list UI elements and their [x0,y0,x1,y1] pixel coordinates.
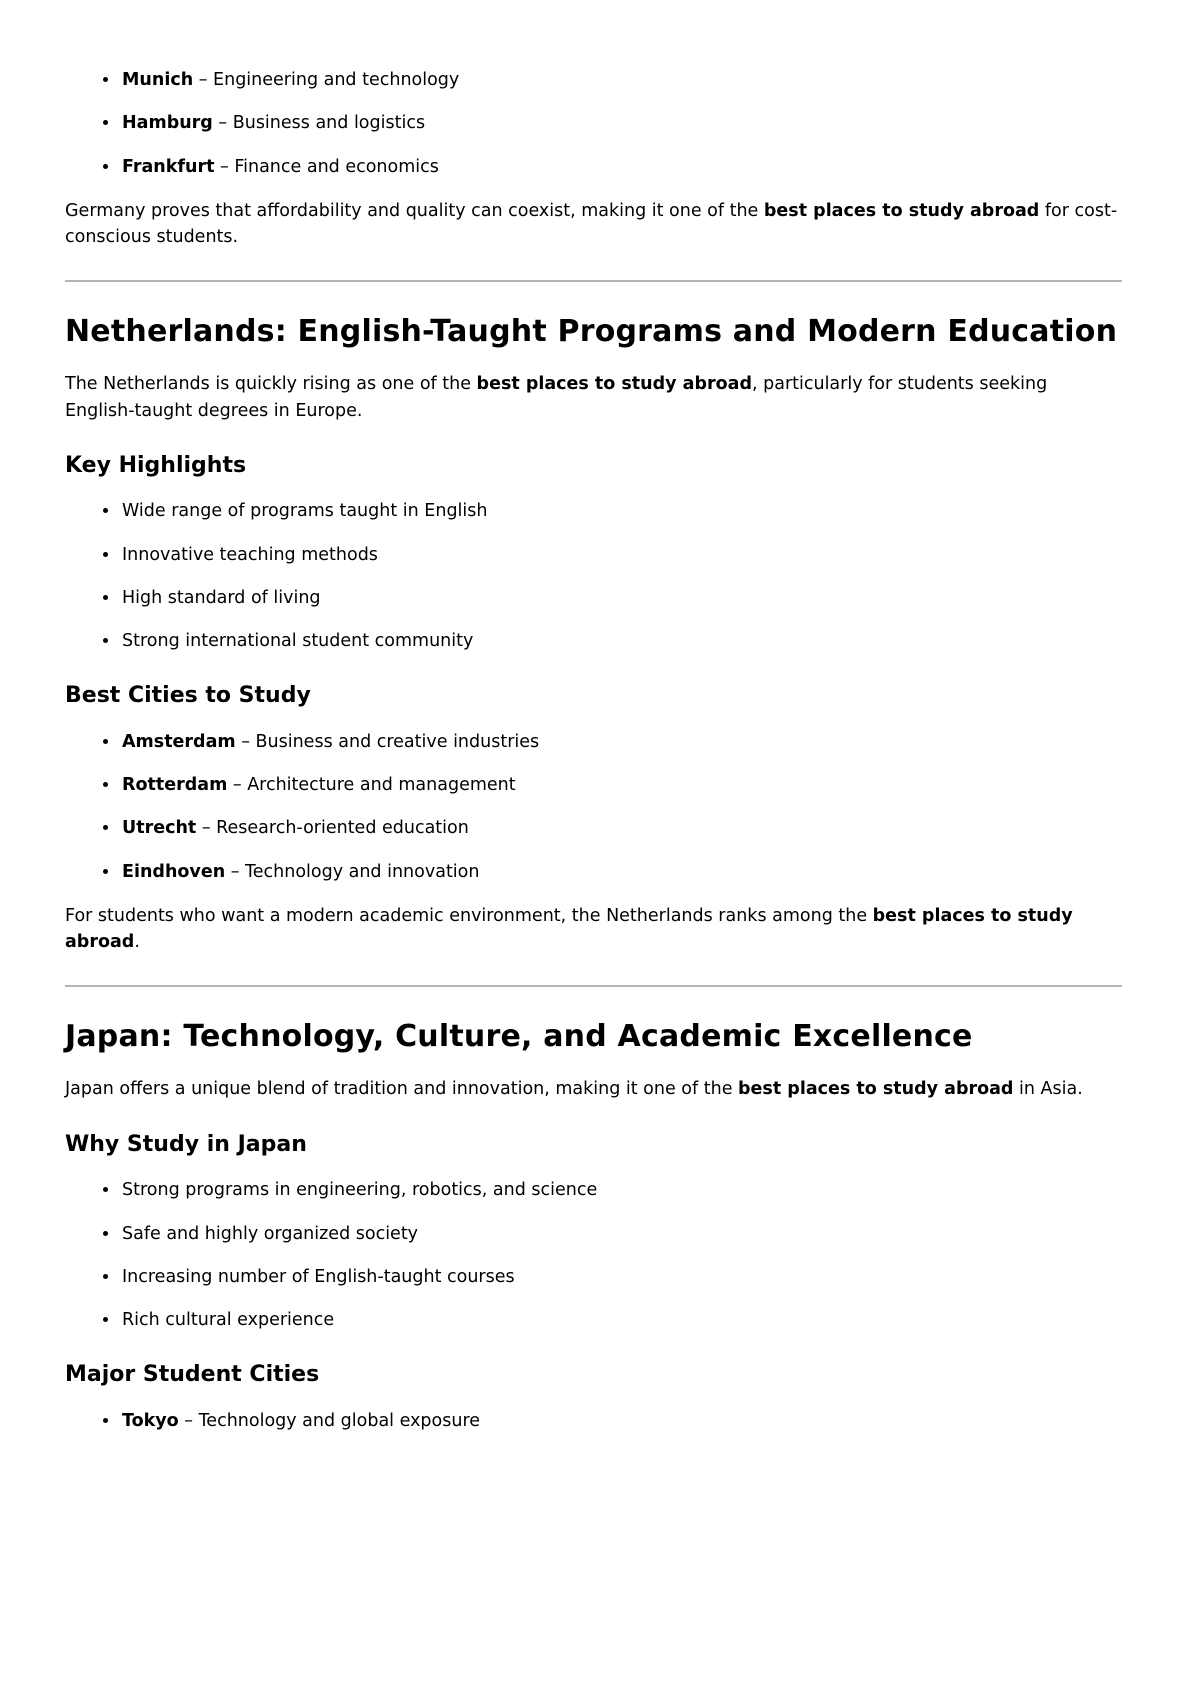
netherlands-closing-paragraph [65,903,1122,956]
subsection-heading-why-study-japan: Why Study in Japan [65,1131,307,1157]
netherlands-cities-list [65,729,1122,885]
netherlands-intro-paragraph [65,371,1122,424]
list-item-city [120,772,1122,798]
list-item-reason: • Increasing number of English-taught courses [120,1264,1122,1290]
city-desc: – Engineering and technology [193,70,460,90]
list-item-city [120,110,1122,136]
list-item-city [120,67,1122,93]
city-desc: – Finance and economics [214,156,439,177]
city-name: Utrecht [122,818,197,839]
city-desc: – Research-oriented education [196,818,469,839]
city-name: Munich [122,70,194,90]
list-item-city [120,815,1122,841]
paragraph-bold-text: best places to study abroad [738,1079,1014,1100]
paragraph-text: For students who want a modern academic environment, the Netherlands ranks among the [65,905,873,926]
section-heading-netherlands: Netherlands: English-Taught Programs and Modern Education [65,314,1118,350]
subsection-heading-best-cities: Best Cities to Study [65,683,311,709]
subsection-heading-key-highlights: Key Highlights [65,452,247,478]
city-name: Tokyo [122,1410,179,1431]
paragraph-bold-text: best places to study abroad [65,905,1073,953]
city-name: Hamburg [122,113,213,134]
germany-closing-paragraph [65,198,1122,251]
paragraph-bold-text: best places to study abroad [763,200,1040,221]
city-desc: – Business and logistics [212,113,426,134]
paragraph-text: The Netherlands is quickly rising as one of the [65,374,477,395]
list-item-highlight: • Strong international student community [120,628,1122,654]
city-name: Frankfurt [122,156,215,177]
netherlands-highlights-list [65,498,1122,654]
list-item-city [120,154,1122,180]
japan-intro-paragraph [65,1076,1122,1102]
section-divider [65,985,1122,987]
city-desc: – Business and creative industries [235,731,540,752]
city-desc: – Technology and global exposure [178,1410,481,1431]
city-desc: – Architecture and management [227,775,516,796]
list-item-highlight: • Innovative teaching methods [120,542,1122,568]
paragraph-text: , particularly for students seeking English-taught degrees in Europe. [65,374,1048,421]
list-item-reason: • Strong programs in engineering, robotics, and science [120,1177,1122,1203]
list-item-reason: • Rich cultural experience [120,1307,1122,1333]
japan-cities-list [65,1408,1122,1434]
paragraph-bold-text: best places to study abroad [476,374,752,395]
city-desc: – Technology and innovation [225,861,480,882]
list-item-city [120,729,1122,755]
section-heading-japan: Japan: Technology, Culture, and Academic Excellence [65,1019,973,1055]
paragraph-text: . [134,932,140,953]
list-item-reason: • Safe and highly organized society [120,1221,1122,1247]
subsection-heading-major-student-cities: Major Student Cities [65,1362,320,1388]
list-item-highlight: • Wide range of programs taught in English [120,498,1122,524]
section-divider [65,280,1122,282]
city-name: Eindhoven [122,861,226,882]
list-item-highlight: • High standard of living [120,585,1122,611]
paragraph-text: Germany proves that affordability and quality can coexist, making it one of the [65,200,764,221]
city-name: Amsterdam [122,731,236,752]
paragraph-text: Japan offers a unique blend of tradition and innovation, making it one of the [65,1079,739,1100]
list-item-city [120,1408,1122,1434]
city-name: Rotterdam [122,775,228,796]
japan-why-list [65,1177,1122,1333]
paragraph-text: in Asia. [1013,1079,1083,1100]
list-item-city [120,859,1122,885]
germany-cities-list [65,67,1122,180]
paragraph-text: for cost-conscious students. [65,200,1118,247]
